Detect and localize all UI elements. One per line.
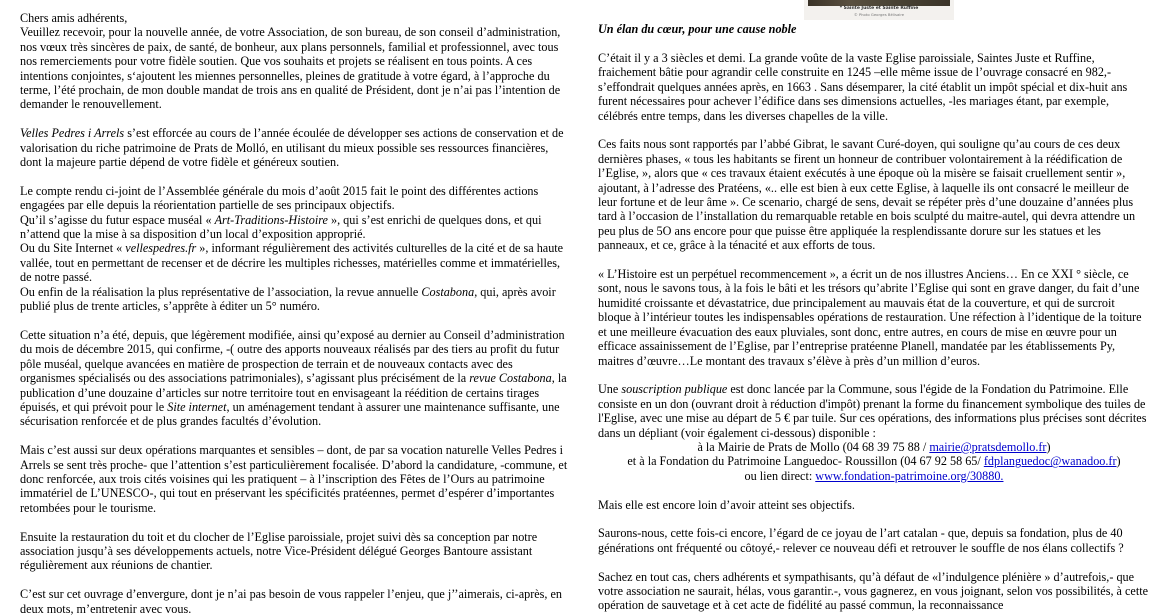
paragraph-costabona: Ou enfin de la réalisation la plus représentative de l’association, la revue annuelle Costabona, qui, après avoir publié plus de trente articles, s’apprête à éditer un 5° numéro. (20, 284, 556, 314)
photo-credit: © Photo Georges Bélisaire (853, 12, 905, 17)
fondation-website-link[interactable]: www.fondation-patrimoine.org/30880. (815, 468, 1004, 483)
paragraph-council-update: Cette situation n’a été, depuis, que légèrement modifiée, ainsi qu’exposé au dernier au Conseil d’administration du mois de décembre 2015, qui confirme, -( outre des apports nouveaux réalisés par des tiers au profit du futur pôle muséal, quelque avancées en matière de prospection de terrain et de nouveaux contacts avec des organismes spécialisés ou des associations patrimoniales), s’agissant plus précisément de la revue Costabona, la publication d’une douzaine d’articles sur notre territoire tout en envisageant la réédition de certains tirages épuisés, et qui prévoit pour le Site internet, un aménagement tendant à assurer une maintenance suffisante, une sécurisation renforcée et de plus grandes facultés d’évolution. (20, 327, 567, 429)
photo-caption: * Sainte Juste et Sainte Ruffine (839, 6, 919, 11)
paragraph-website: Ou du Site Internet « vellespedres.fr », informant régulièrement des activités culturelles de la cité et de sa haute vallée, tout en permettant de recenser et de décrire les multiples richesses, matérielles comme et immatérielles, de notre passé. (20, 241, 564, 285)
paragraph-current-danger: « L’Histoire est un perpétuel recommencement », a écrit un de nos illustres Anciens… En ce XXI ° siècle, ce sont, nous le savons tous, à la fois le bâti et les trésors qu’abrite l’Eglise qui sont en grave danger, du fait d’une humidité croissante et dévastatrice, due principalement au mauvais état de la couverture, et qui de surcroit bloque à l’intérieur toutes les indispensables opérations de restauration. Une réfection à l’identique de la toiture et une meilleure évacuation des eaux pluviales, sont donc, entre autres, en cours de mise en œuvre pour un efficace assainissement de l’Eglise, par l’entreprise pratéenne Planell, mandatée par les établissements Py, maitres d’œuvre…Le montant des travaux s’élève à près d’un million d’euros. (598, 267, 1142, 368)
letter-left-column (20, 11, 568, 616)
paragraph-history: C’était il y a 3 siècles et demi. La grande voûte de la vaste Eglise paroissiale, Saintes Juste et Ruffine, fraichement bâtie pour agrandir celle construite en 1245 –elle même issue de l’ouvrage consacré en 982,- s’effondrait quelques années après, en 1663 . Sans désemparer, la cité établit un impôt spécial et dix-huit ans furent nécessaires pour achever l’édifice dans ses dimensions actuelles, -les mariages étant, par exemple, célébrés entre temps, dans les diverses chapelles de la ville. (598, 51, 1128, 123)
mairie-email-link[interactable]: mairie@pratsdemollo.fr (929, 439, 1047, 454)
paragraph-challenge: Saurons-nous, cette fois-ci encore, l’égard de ce joyau de l’art catalan - que, depuis sa fondation, plus de 40 générations ont fréquenté ou côtoyé,- relever ce nouveau défi et retrouver le souffle de nos élans collectifs ? (598, 526, 1124, 555)
paragraph-two-operations: Mais c’est aussi sur deux opérations marquantes et sensibles – dont, de par sa vocation naturelle Velles Pedres i Arrels se sent très proche- que l’attention s’est particulièrement focalisée. D’abord la candidature, -commune, et donc renforcée, aux trois cités voisines qui les pratiquent – à l’inscription des Fêtes de l’Ours au patrimoine immatériel de L’UNESCO-, qui tout en préservant les spécificités pratéennes, permet d’espérer d’importantes retombées pour le tourisme. (20, 443, 568, 515)
contact-fondation: et à la Fondation du Patrimoine Languedoc- Roussillon (04 67 92 58 65/ fdplanguedoc@wanadoo.fr) (627, 454, 1121, 469)
paragraph-general-assembly: Le compte rendu ci-joint de l’Assemblée générale du mois d’août 2015 fait le point des différentes actions engagées par elle depuis la réorientation partielle de ses principaux objectifs. (20, 183, 539, 213)
association-name: Velles Pedres i Arrels (20, 126, 125, 141)
paragraph-objectives: Mais elle est encore loin d’avoir atteint ses objectifs. (598, 497, 855, 512)
church-photo (808, 0, 950, 20)
contact-direct-link: ou lien direct: www.fondation-patrimoine.org/30880. (744, 468, 1004, 483)
contact-mairie: à la Mairie de Prats de Mollo (04 68 39 75 88 / mairie@pratsdemollo.fr) (697, 439, 1051, 454)
salutation: Chers amis adhérents, (20, 11, 128, 25)
paragraph-association-efforts: Velles Pedres i Arrels s’est efforcée au cours de l’année écoulée de développer ses actions de conservation et de valorisation du riche patrimoine de Prats de Molló, en utilisant du mieux possible ses ressources financières, dont la majeure partie dépend de votre fidèle et généreux soutien. (20, 126, 564, 170)
paragraph-new-year-wishes: Veuillez recevoir, pour la nouvelle année, de votre Association, de son bureau, de son conseil d’administration, nos vœux très sincères de paix, de santé, de bonheur, aux plans personnels, familial et professionnel, avec tous nos remerciements pour votre fidèle soutien. Que vos souhaits et projets se réalisent en tous points. A ces intentions conjointes, s‘ajoutent les miennes personnelles, pleines de gratitude à votre égard, à l’approche du terme, l’été prochain, de mon double mandat de trois ans en qualité de Président, dont je n’ai pas l’intention de demander le renouvellement. (20, 25, 561, 112)
paragraph-closing: C’est sur cet ouvrage d’envergure, dont je n’ai pas besoin de vous rappeler l’enjeu, que j’’aimerais, ci-après, en deux mots, m’entretenir avec vous. (20, 587, 563, 616)
fondation-email-link[interactable]: fdplanguedoc@wanadoo.fr (983, 454, 1117, 469)
paragraph-subscription: Une souscription publique est donc lancée par la Commune, sous l'égide de la Fondation du Patrimoine. Elle consiste en un don (ouvrant droit à réduction d'impôt) prenant la forme du financement symbolique des tuiles de l'Eglise, avec une mise au départ de 5 € par tuile. Sur ces opérations, des informations plus précises sont décrites dans un dépliant (voir également ci-dessous) disponible : (598, 382, 1147, 440)
paragraph-abbe-gibrat: Ces faits nous sont rapportés par l’abbé Gibrat, le savant Curé-doyen, qui souligne qu’au cours de ces deux dernières phases, « tous les habitants se firent un honneur de contribuer volontairement à la réédification de l’Eglise, », alors que « ces travaux étaient exécutés à une époque où la misère se faisait cruellement sentir », ajoutant, à l’adresse des Pratéens, «.. elle est bien à eux cette Eglise, à laquelle ils ont consacré le meilleur de leur fortune et de leur âme ». Ce scenario, chargé de sens, devait se répéter près d’une douzaine d’années plus tard à l’occasion de l’installation du remarquable retable en bois sculpté du maitre-autel, qui devra attendre un peu plus de 5O ans encore pour que puisse être appliquée la resplendissante dorure sur les statues et les panneaux, et ce, grâce à la ténacité et aux efforts de tous. (598, 137, 1136, 253)
paragraph-museum-space: Qu’il s’agisse du futur espace muséal « Art-Traditions-Histoire », qui s’est enrichi de quelques dons, et qui n’attend que la mise à sa disposition d’un local d’exposition approprié. (20, 212, 542, 242)
section-title: Un élan du cœur, pour une cause noble (598, 22, 797, 36)
letter-right-column (598, 51, 1150, 613)
paragraph-church-restoration: Ensuite la restauration du toit et du clocher de l’Eglise paroissiale, projet suivi dès sa conception par notre association jusqu’à ses développements actuels, notre Vice-Président délégué Georges Bantoure assistant régulièrement aux réunions de chantier. (20, 529, 538, 573)
paragraph-appeal: Sachez en tout cas, chers adhérents et sympathisants, qu’à défaut de «l’indulgence plénière » d’autrefois,- que votre association ne saurait, hélas, vous garantir.-, vous gagnerez, en vous joignant, selon vos possibilités, à cette opération de sauvetage et à cet acte de fidélité au passé commun, la reconnaissance (598, 569, 1148, 613)
